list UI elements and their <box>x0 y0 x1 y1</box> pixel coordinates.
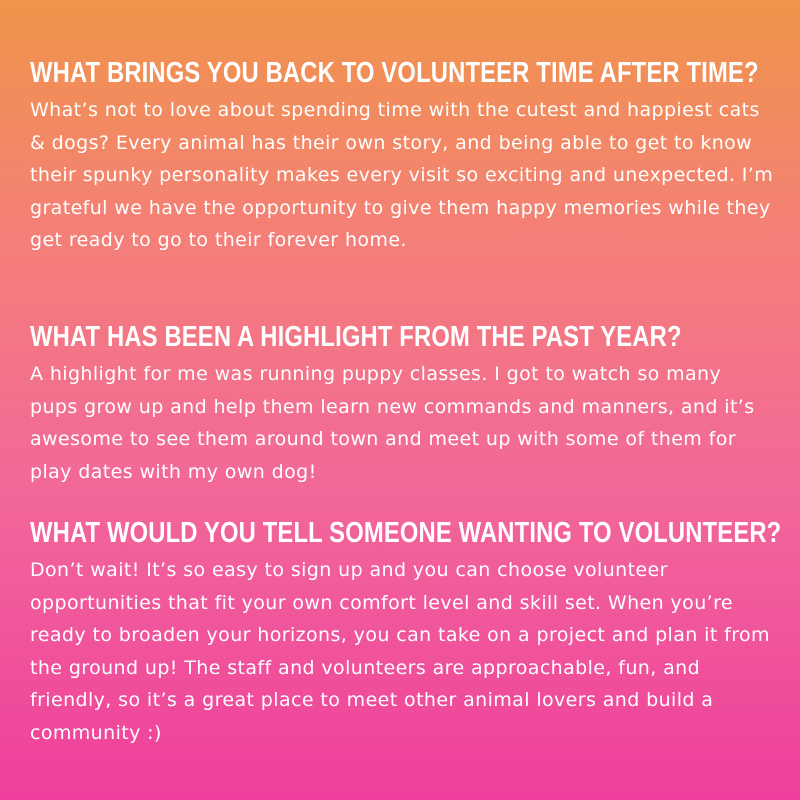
answer-paragraph: Don’t wait! It’s so easy to sign up and you can choose volunteer opportunities that fit your own comfort level and skill set. When you’re ready to broaden your horizons, you can take on a project and plan it from the ground up! The staff and volunteers are approachable, fun, and friendly, so it’s a great place to meet other animal lovers and build a community :) <box>30 559 770 744</box>
qa-section-advice <box>30 516 782 749</box>
answer-paragraph: A highlight for me was running puppy classes. I got to watch so many pups grow up and help them learn new commands and manners, and it’s awesome to see them around town and meet up with some of them for play dates with my own dog! <box>30 363 755 483</box>
question-heading: WHAT BRINGS YOU BACK TO VOLUNTEER TIME AFTER TIME? <box>30 57 759 89</box>
question-heading: WHAT HAS BEEN A HIGHLIGHT FROM THE PAST YEAR? <box>30 321 682 353</box>
qa-section-return <box>30 56 775 257</box>
answer-paragraph: What’s not to love about spending time with the cutest and happiest cats & dogs? Every animal has their own story, and being able to get to know their spunky personality makes every visit so exciting and unexpected. I’m grateful we have the opportunity to give them happy memories while they get ready to go to their forever home. <box>30 99 774 251</box>
qa-section-highlight <box>30 320 775 488</box>
question-heading: WHAT WOULD YOU TELL SOMEONE WANTING TO VOLUNTEER? <box>30 517 782 549</box>
